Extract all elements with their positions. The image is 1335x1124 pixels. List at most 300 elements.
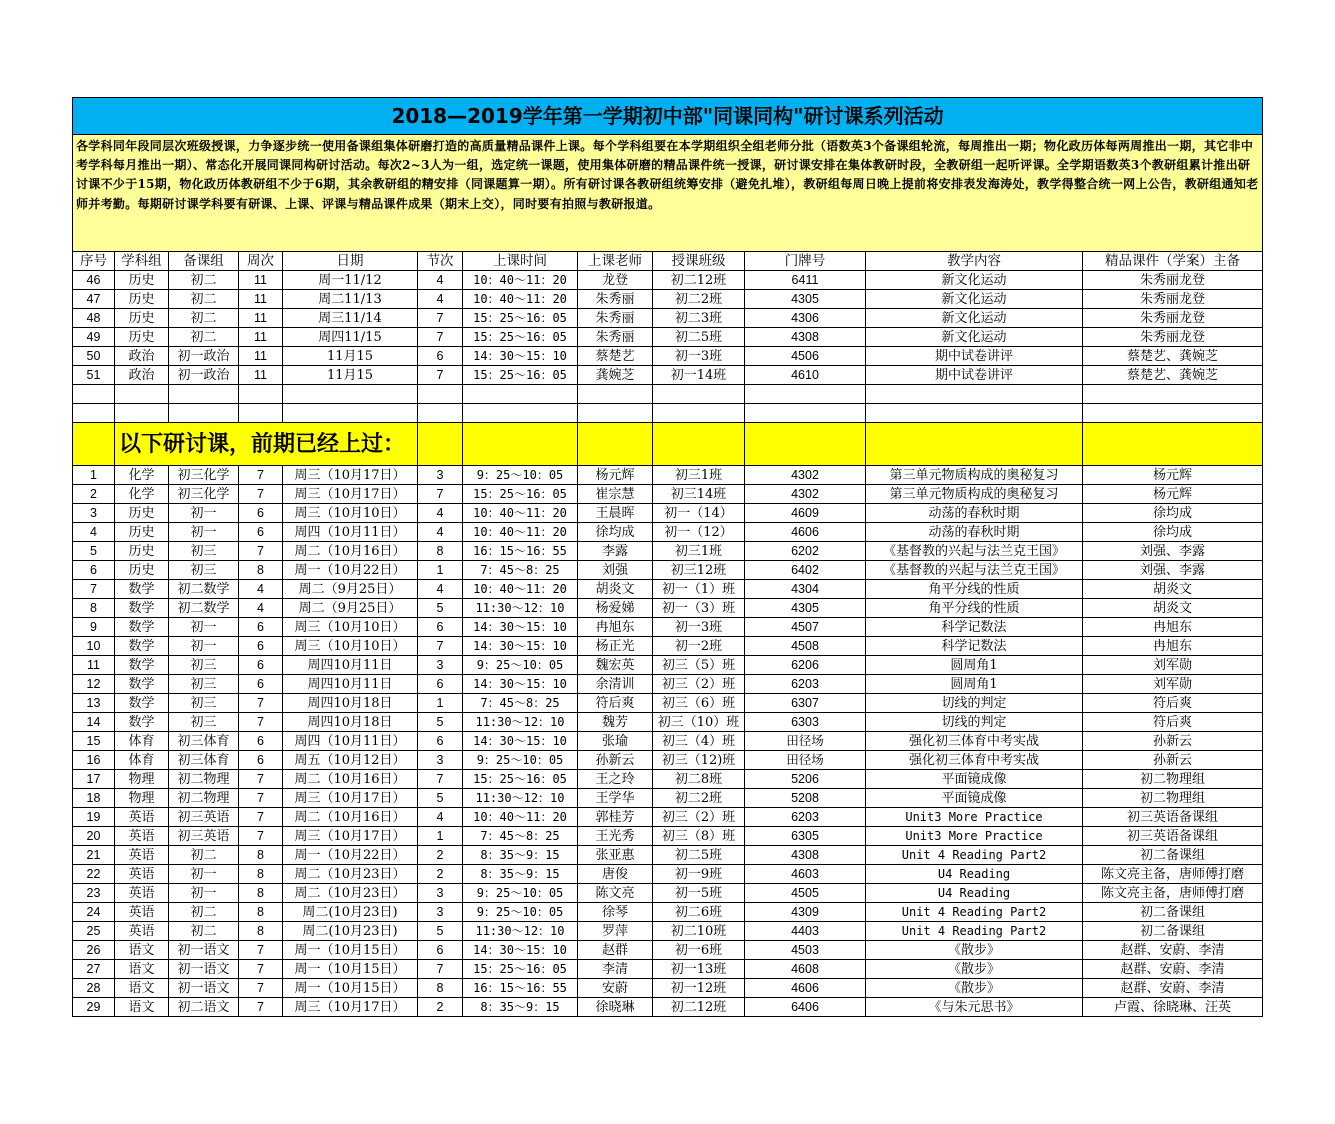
table-cell: 4308 [745,328,866,347]
table-cell: 13 [73,694,115,713]
table-row [73,922,1263,941]
table-cell: 6402 [745,561,866,580]
table-cell: 初一 [169,865,239,884]
table-cell: 3 [418,903,463,922]
table-cell: 14：30～15：10 [463,618,578,637]
table-cell: 11 [239,347,283,366]
table-cell: 7 [239,998,283,1017]
table-cell: 6 [239,656,283,675]
table-cell: 4505 [745,884,866,903]
table-cell: 10：40～11：20 [463,290,578,309]
table-cell: 7 [239,485,283,504]
table-cell: 初三（4）班 [653,732,745,751]
table-cell: 15 [73,732,115,751]
table-cell: 历史 [115,328,169,347]
table-row [73,485,1263,504]
table-cell: 9：25～10：05 [463,884,578,903]
empty-cell [653,423,745,466]
table-cell: 初二物理组 [1083,770,1263,789]
table-cell: 28 [73,979,115,998]
table-row [73,290,1263,309]
table-cell: 初一2班 [653,637,745,656]
table-cell: 张瑜 [578,732,653,751]
table-cell: 15：25～16：05 [463,366,578,385]
table-cell: 初三（5）班 [653,656,745,675]
table-cell: 冉旭东 [1083,618,1263,637]
table-cell: 魏宏英 [578,656,653,675]
table-cell: 11:30～12：10 [463,713,578,732]
table-cell: 8 [239,561,283,580]
table-cell: 6 [418,732,463,751]
table-cell: 初二2班 [653,789,745,808]
table-cell: 4609 [745,504,866,523]
table-cell: 英语 [115,846,169,865]
table-cell: 新文化运动 [866,290,1083,309]
table-cell: 初二物理 [169,789,239,808]
table-cell: 周二（10月16日） [283,542,418,561]
table-cell: 安蔚 [578,979,653,998]
table-cell: 9 [73,618,115,637]
table-cell: 4608 [745,960,866,979]
table-row [73,979,1263,998]
column-header: 精品课件（学案）主备 [1083,252,1263,271]
column-header: 节次 [418,252,463,271]
table-cell: 16 [73,751,115,770]
table-cell: 历史 [115,290,169,309]
table-cell: 8 [418,979,463,998]
table-cell: 3 [73,504,115,523]
table-cell: 周二（9月25日） [283,580,418,599]
table-cell: 7 [418,960,463,979]
empty-cell [866,404,1083,423]
table-cell: 胡炎文 [578,580,653,599]
table-cell: 5 [418,789,463,808]
table-cell: 历史 [115,309,169,328]
table-cell: 朱秀丽龙登 [1083,271,1263,290]
table-cell: 6 [239,732,283,751]
table-cell: 8 [239,903,283,922]
table-cell: 14：30～15：10 [463,637,578,656]
table-cell: 初一（14） [653,504,745,523]
table-cell: 14：30～15：10 [463,347,578,366]
table-cell: 6406 [745,998,866,1017]
table-cell: 杨爱娣 [578,599,653,618]
empty-cell [283,404,418,423]
table-cell: 49 [73,328,115,347]
table-cell: 5 [418,599,463,618]
table-cell: 15：25～16：05 [463,328,578,347]
column-header: 教学内容 [866,252,1083,271]
table-cell: 第三单元物质构成的奥秘复习 [866,466,1083,485]
table-cell: 圆周角1 [866,675,1083,694]
table-cell: 10：40～11：20 [463,504,578,523]
table-cell: 初三英语 [169,808,239,827]
table-cell: 4 [418,504,463,523]
table-cell: 15：25～16：05 [463,960,578,979]
table-cell: 4305 [745,290,866,309]
table-cell: 6 [418,618,463,637]
table-cell: 初二12班 [653,998,745,1017]
table-cell: 初三化学 [169,485,239,504]
table-cell: 7 [418,328,463,347]
table-cell: 《基督教的兴起与法兰克王国》 [866,561,1083,580]
table-cell: 周一11/12 [283,271,418,290]
table-cell: 4 [239,580,283,599]
table-row [73,884,1263,903]
table-cell: 8 [418,542,463,561]
empty-cell [239,404,283,423]
table-cell: 7 [239,979,283,998]
table-cell: 6203 [745,808,866,827]
table-cell: 6 [239,523,283,542]
table-cell: 刘军勋 [1083,656,1263,675]
table-cell: 7 [239,941,283,960]
table-cell: 初三 [169,561,239,580]
table-cell: 6307 [745,694,866,713]
table-cell: 4508 [745,637,866,656]
table-cell: 1 [418,827,463,846]
table-cell: 初三（8）班 [653,827,745,846]
table-cell: 4304 [745,580,866,599]
table-row [73,998,1263,1017]
table-cell: 2 [73,485,115,504]
table-cell: 杨元辉 [1083,485,1263,504]
table-cell: 初三英语备课组 [1083,827,1263,846]
table-row [73,846,1263,865]
table-cell: 周二11/13 [283,290,418,309]
table-cell: 王晨晖 [578,504,653,523]
table-cell: 魏芳 [578,713,653,732]
table-cell: 初一（1）班 [653,580,745,599]
table-cell: 初一 [169,637,239,656]
table-cell: 英语 [115,922,169,941]
table-row [73,808,1263,827]
table-cell: 4606 [745,979,866,998]
table-cell: 初三体育 [169,751,239,770]
table-cell: 3 [418,466,463,485]
table-cell: 历史 [115,523,169,542]
table-cell: 数学 [115,599,169,618]
table-cell: 朱秀丽 [578,328,653,347]
table-cell: 刘强、李露 [1083,542,1263,561]
table-cell: 数学 [115,694,169,713]
table-cell: 8 [73,599,115,618]
table-cell: 杨元辉 [1083,466,1263,485]
table-cell: 11 [239,309,283,328]
table-row [73,504,1263,523]
table-cell: 15：25～16：05 [463,485,578,504]
table-cell: 周三（10月17日） [283,466,418,485]
table-cell: 化学 [115,485,169,504]
table-cell: 11:30～12：10 [463,922,578,941]
table-cell: 初二备课组 [1083,903,1263,922]
table-cell: 英语 [115,827,169,846]
table-cell: 英语 [115,903,169,922]
table-cell: 初二10班 [653,922,745,941]
table-cell: 7 [418,309,463,328]
table-cell: 李露 [578,542,653,561]
table-cell: 初二12班 [653,271,745,290]
table-cell: 冉旭东 [1083,637,1263,656]
notice-paragraph: 各学科同年段同层次班级授课，力争逐步统一使用备课组集体研磨打造的高质量精品课件上课。每个学科组要在本学期组织全组老师分批（语数英3个备课组轮流，每周推出一期；物化政历体每两周推出一期，其它非中考学科每月推出一期）、常态化开展同课同构研讨活动。每次2~3人为一组，选定统一课题，使用集体研磨的精品课件统一授课，研讨课安排在集体教研时段，全教研组一起听评课。全学期语数英3个教研组累计推出研讨课不少于15期，物化政历体教研组不少于6期，其余教研组的精安排（同课题算一期）。所有研讨课各教研组统筹安排（避免扎堆），教研组每周日晚上提前将安排表发海涛处，教学得整合统一网上公告，教研组通知老师并考勤。每期研讨课学科要有研课、上课、评课与精品课件成果（期末上交），同时要有拍照与教研报道。 [73,135,1263,252]
table-cell: 周四10月18日 [283,694,418,713]
table-cell: 初二数学 [169,599,239,618]
table-cell: 《散步》 [866,960,1083,979]
table-cell: 符后爽 [1083,694,1263,713]
table-cell: 蔡楚艺 [578,347,653,366]
empty-cell [169,385,239,404]
empty-cell [578,404,653,423]
table-cell: 政治 [115,366,169,385]
table-cell: 朱秀丽 [578,309,653,328]
table-row [73,827,1263,846]
table-cell: 崔宗慧 [578,485,653,504]
table-cell: 8 [239,865,283,884]
table-cell: 11:30～12：10 [463,599,578,618]
table-cell: 初二物理组 [1083,789,1263,808]
table-cell: 朱秀丽龙登 [1083,309,1263,328]
table-row [73,309,1263,328]
column-header: 周次 [239,252,283,271]
table-cell: 周一（10月15日） [283,941,418,960]
section-label: 以下研讨课，前期已经上过： [115,423,418,466]
table-cell: 初一语文 [169,941,239,960]
table-row [73,542,1263,561]
table-cell: 1 [418,561,463,580]
table-cell: 初三（2）班 [653,675,745,694]
table-cell: 周二（10月16日） [283,770,418,789]
table-cell: 英语 [115,884,169,903]
table-cell: 新文化运动 [866,328,1083,347]
table-cell: 历史 [115,542,169,561]
table-cell: 初一语文 [169,960,239,979]
table-cell: 初一3班 [653,347,745,366]
table-cell: 孙新云 [1083,751,1263,770]
table-cell: 14：30～15：10 [463,732,578,751]
table-cell: 刘强、李露 [1083,561,1263,580]
empty-cell [653,385,745,404]
table-cell: 4302 [745,466,866,485]
table-cell: 初一语文 [169,979,239,998]
table-cell: 7 [418,485,463,504]
table-cell: 赵群 [578,941,653,960]
table-cell: 46 [73,271,115,290]
table-cell: 朱秀丽 [578,290,653,309]
table-row [73,694,1263,713]
table-cell: 7 [418,770,463,789]
table-cell: 10：40～11：20 [463,808,578,827]
table-cell: 周二(10月23日) [283,903,418,922]
table-cell: 6 [418,347,463,366]
table-cell: 初二物理 [169,770,239,789]
table-cell: 4 [418,808,463,827]
table-cell: 初三（6）班 [653,694,745,713]
table-cell: 新文化运动 [866,271,1083,290]
table-cell: 物理 [115,789,169,808]
table-cell: 6202 [745,542,866,561]
table-row [73,713,1263,732]
table-cell: 27 [73,960,115,979]
table-cell: 3 [418,751,463,770]
table-row [73,580,1263,599]
table-cell: 7 [239,827,283,846]
table-cell: 体育 [115,751,169,770]
table-cell: 历史 [115,504,169,523]
table-cell: 6 [239,751,283,770]
table-cell: 51 [73,366,115,385]
table-cell: 15：25～16：05 [463,309,578,328]
table-cell: 1 [73,466,115,485]
table-row [73,466,1263,485]
table-cell: 7 [239,789,283,808]
table-cell: 47 [73,290,115,309]
table-cell: 初三化学 [169,466,239,485]
table-cell: 田径场 [745,732,866,751]
table-cell: 4503 [745,941,866,960]
table-cell: 11 [73,656,115,675]
table-cell: 7：45～8：25 [463,827,578,846]
table-cell: 4 [418,580,463,599]
table-cell: 周五（10月12日） [283,751,418,770]
empty-cell [115,404,169,423]
table-cell: 4 [239,599,283,618]
table-cell: 初二5班 [653,328,745,347]
table-cell: 周三（10月10日） [283,637,418,656]
table-cell: Unit 4 Reading Part2 [866,903,1083,922]
table-cell: 5208 [745,789,866,808]
table-cell: 7 [239,770,283,789]
table-cell: 英语 [115,865,169,884]
table-cell: 符后爽 [1083,713,1263,732]
empty-cell [1083,385,1263,404]
table-cell: 杨元辉 [578,466,653,485]
empty-cell [1083,404,1263,423]
table-cell: 15：25～16：05 [463,770,578,789]
table-row [73,366,1263,385]
table-cell: 22 [73,865,115,884]
table-cell: 2 [418,865,463,884]
table-cell: 4305 [745,599,866,618]
table-cell: 冉旭东 [578,618,653,637]
table-cell: 7 [239,960,283,979]
table-cell: 周三（10月10日） [283,618,418,637]
table-cell: 48 [73,309,115,328]
table-cell: 初三 [169,694,239,713]
table-cell: 陈文亮 [578,884,653,903]
table-cell: 24 [73,903,115,922]
table-cell: 初一 [169,884,239,903]
table-cell: 初一12班 [653,979,745,998]
table-cell: 6411 [745,271,866,290]
empty-cell [73,385,115,404]
table-cell: 平面镜成像 [866,789,1083,808]
table-cell: 强化初三体育中考实战 [866,732,1083,751]
table-cell: 周二（10月16日） [283,808,418,827]
table-cell: Unit 4 Reading Part2 [866,846,1083,865]
table-cell: 唐俊 [578,865,653,884]
table-cell: 动荡的春秋时期 [866,523,1083,542]
table-cell: 孙新云 [578,751,653,770]
table-cell: 7 [239,542,283,561]
table-cell: 9：25～10：05 [463,466,578,485]
table-cell: 5 [418,922,463,941]
table-cell: 蔡楚艺、龚婉芝 [1083,347,1263,366]
table-cell: 3 [418,884,463,903]
table-cell: 角平分线的性质 [866,599,1083,618]
table-cell: 4302 [745,485,866,504]
table-cell: 4506 [745,347,866,366]
table-cell: 田径场 [745,751,866,770]
table-cell: 11:30～12：10 [463,789,578,808]
table-row [73,271,1263,290]
table-cell: 朱秀丽龙登 [1083,328,1263,347]
table-cell: 初一政治 [169,347,239,366]
table-cell: 徐均成 [1083,523,1263,542]
sheet-title: 2018—2019学年第一学期初中部"同课同构"研讨课系列活动 [73,98,1263,135]
table-cell: 初二2班 [653,290,745,309]
table-cell: 初一 [169,618,239,637]
table-cell: 强化初三体育中考实战 [866,751,1083,770]
table-row [73,865,1263,884]
empty-cell [169,404,239,423]
table-cell: 周四（10月11日） [283,523,418,542]
table-row [73,770,1263,789]
table-cell: 初二 [169,271,239,290]
header-row [73,252,1263,271]
table-cell: 6 [73,561,115,580]
table-cell: Unit3 More Practice [866,827,1083,846]
table-cell: 初二 [169,309,239,328]
table-cell: 初二 [169,922,239,941]
table-cell: 8：35～9：15 [463,846,578,865]
table-cell: 4606 [745,523,866,542]
table-cell: 数学 [115,618,169,637]
table-cell: 徐均成 [578,523,653,542]
blank-row [73,385,1263,404]
table-cell: 18 [73,789,115,808]
table-cell: 初一14班 [653,366,745,385]
table-cell: 7 [418,366,463,385]
table-cell: 初一5班 [653,884,745,903]
table-cell: 初一政治 [169,366,239,385]
column-header: 上课时间 [463,252,578,271]
table-cell: 刘军勋 [1083,675,1263,694]
table-cell: 16：15～16：55 [463,979,578,998]
table-row [73,751,1263,770]
table-cell: 周三（10月10日） [283,504,418,523]
table-cell: 龚婉芝 [578,366,653,385]
table-cell: 化学 [115,466,169,485]
empty-cell [463,423,578,466]
table-cell: 初三 [169,675,239,694]
table-cell: 科学记数法 [866,618,1083,637]
table-cell: 体育 [115,732,169,751]
table-cell: 8 [239,922,283,941]
table-cell: 周二（10月23日） [283,865,418,884]
empty-cell [283,385,418,404]
table-cell: 14：30～15：10 [463,941,578,960]
table-cell: 4507 [745,618,866,637]
table-cell: 余清训 [578,675,653,694]
table-cell: 孙新云 [1083,732,1263,751]
empty-cell [745,404,866,423]
empty-cell [578,385,653,404]
table-cell: 初三1班 [653,466,745,485]
table-cell: 物理 [115,770,169,789]
table-cell: 初二3班 [653,309,745,328]
table-cell: 赵群、安蔚、李清 [1083,960,1263,979]
table-row [73,960,1263,979]
